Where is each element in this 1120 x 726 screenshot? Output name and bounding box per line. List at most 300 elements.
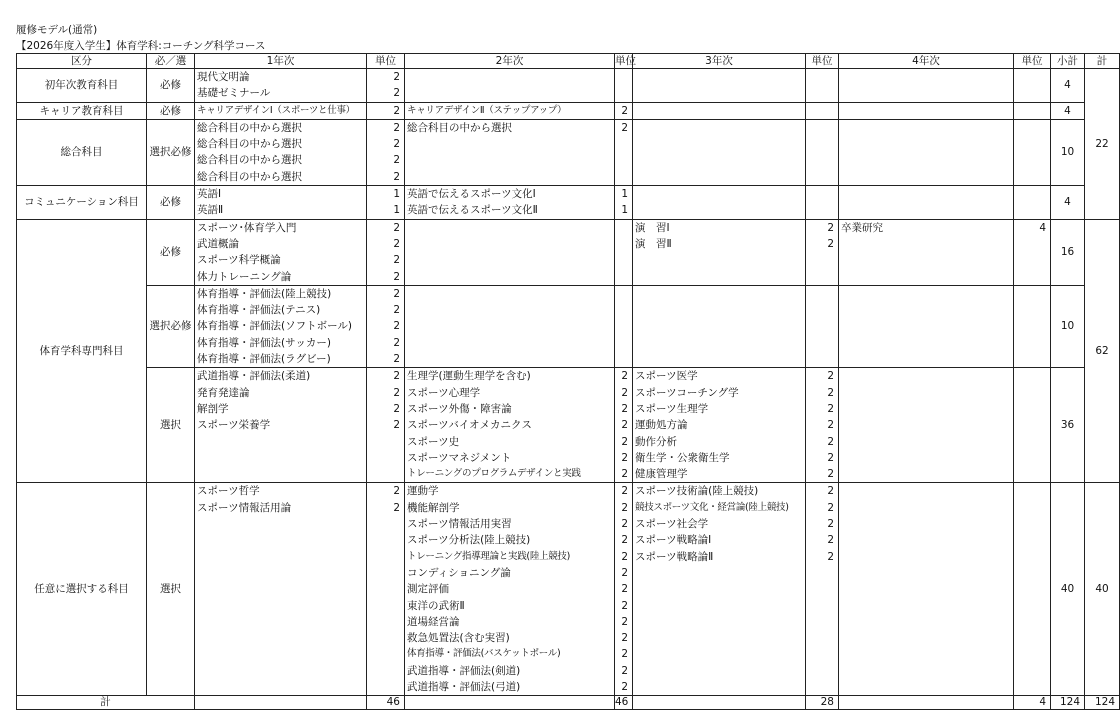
year2-units: [615, 186, 633, 220]
year1-courses: [195, 285, 367, 367]
course-name: トレーニング指導理論と実践(陸上競技): [407, 550, 571, 562]
year3-courses: [633, 69, 806, 103]
unit-value: 1: [393, 188, 400, 201]
unit-value: 2: [827, 386, 834, 399]
empty-line: [197, 646, 366, 662]
unit-value: 2: [827, 534, 834, 547]
course-name: 衛生学・公衆衛生学: [635, 451, 730, 464]
course-name: 体育指導・評価法(ラグビー): [197, 353, 331, 366]
year4-units: [1014, 69, 1051, 103]
empty-line: [1014, 646, 1046, 662]
empty-line: [841, 202, 1013, 218]
empty-line: [635, 120, 805, 136]
year2-units: [615, 368, 633, 483]
year4-courses: [839, 186, 1014, 220]
empty-line: [1014, 663, 1046, 679]
empty-line: [1014, 252, 1046, 268]
year2-units: [615, 69, 633, 103]
empty-line: [1014, 565, 1046, 581]
course-name: スポーツバイオメカニクス: [407, 419, 532, 432]
year3-courses: [633, 119, 806, 185]
year4-units: [1014, 285, 1051, 367]
empty-line: [635, 679, 805, 695]
curriculum-table: [16, 53, 1120, 710]
course-name: 運動学: [407, 485, 439, 498]
year1-courses: [195, 186, 367, 220]
course-name: 武道指導・評価法(柔道): [197, 370, 311, 383]
empty-line: [1014, 136, 1046, 152]
header-units1: 単位: [367, 54, 405, 69]
year3-units: [806, 368, 839, 483]
course-name: スポーツ情報活用論: [197, 501, 292, 514]
year4-units: [1014, 483, 1051, 696]
unit-value: 2: [827, 518, 834, 531]
empty-line: [635, 152, 805, 168]
empty-line: [407, 136, 614, 152]
subtotal-cell: 4: [1051, 69, 1085, 103]
year1-courses: [195, 483, 367, 696]
course-name: 体育指導・評価法(陸上競技): [197, 287, 332, 300]
empty-line: [841, 598, 1013, 614]
course-name: スポーツ技術論(陸上競技): [635, 485, 759, 498]
course-name: 救急処置法(含む実習): [407, 632, 510, 645]
group-row-specialty-elective: [17, 368, 1120, 483]
totals-year4-blank: [839, 696, 1014, 710]
empty-line: [1014, 318, 1046, 334]
year3-courses: [633, 285, 806, 367]
unit-value: 2: [621, 632, 628, 645]
empty-line: [806, 302, 834, 318]
unit-value: 2: [393, 121, 400, 134]
empty-line: [635, 646, 805, 662]
group-row-communication: [17, 186, 1120, 220]
empty-line: [367, 646, 400, 662]
empty-line: [806, 318, 834, 334]
year3-units: [806, 69, 839, 103]
year4-courses: [839, 483, 1014, 696]
empty-line: [615, 236, 628, 252]
requirement-cell: 選択必修: [147, 119, 195, 185]
unit-value: 2: [393, 270, 400, 283]
year1-units: [367, 186, 405, 220]
empty-line: [635, 318, 805, 334]
course-name: スポーツ医学: [635, 370, 698, 383]
year1-courses: [195, 219, 367, 285]
empty-line: [635, 630, 805, 646]
year2-units: [615, 102, 633, 119]
empty-line: [615, 269, 628, 285]
course-name: スポーツ科学概論: [197, 254, 281, 267]
empty-line: [841, 85, 1013, 101]
unit-value: 2: [621, 583, 628, 596]
empty-line: [407, 286, 614, 302]
empty-line: [841, 69, 1013, 85]
totals-grand: 124: [1085, 696, 1120, 710]
empty-line: [841, 679, 1013, 695]
empty-line: [841, 136, 1013, 152]
empty-line: [806, 630, 834, 646]
empty-line: [806, 351, 834, 367]
empty-line: [197, 581, 366, 597]
empty-line: [841, 581, 1013, 597]
unit-value: 4: [1039, 221, 1046, 234]
empty-line: [841, 236, 1013, 252]
year2-units: [615, 285, 633, 367]
unit-value: 2: [393, 104, 400, 117]
empty-line: [1014, 169, 1046, 185]
course-name: 健康管理学: [635, 468, 688, 481]
unit-value: 2: [621, 615, 628, 628]
empty-line: [841, 269, 1013, 285]
unit-value: 2: [621, 550, 628, 563]
year4-units: [1014, 186, 1051, 220]
totals-year3: 28: [806, 696, 839, 710]
empty-line: [635, 598, 805, 614]
course-name: 体育指導・評価法(サッカー): [197, 336, 331, 349]
empty-line: [615, 169, 628, 185]
totals-label: 計: [17, 696, 195, 710]
empty-line: [1014, 286, 1046, 302]
header-year1: 1年次: [195, 54, 367, 69]
empty-line: [841, 450, 1013, 466]
header-row: [17, 54, 1120, 69]
unit-value: 2: [621, 386, 628, 399]
group-row-specialty-elective-required: [17, 285, 1120, 367]
empty-line: [615, 220, 628, 236]
requirement-cell: 選択: [147, 483, 195, 696]
unit-value: 2: [393, 419, 400, 432]
empty-line: [806, 598, 834, 614]
year1-courses: [195, 368, 367, 483]
empty-line: [635, 169, 805, 185]
course-name: 動作分析: [635, 435, 677, 448]
unit-value: 2: [621, 121, 628, 134]
unit-value: 2: [827, 419, 834, 432]
course-name: 英語で伝えるスポーツ文化Ⅰ: [407, 188, 536, 201]
unit-value: 2: [393, 221, 400, 234]
unit-value: 2: [621, 104, 628, 117]
empty-line: [367, 679, 400, 695]
course-name: スポーツ心理学: [407, 386, 481, 399]
course-name: トレーニングのプログラムデザインと実践: [407, 468, 581, 480]
empty-line: [367, 630, 400, 646]
unit-value: 2: [621, 648, 628, 661]
empty-line: [635, 85, 805, 101]
course-name: 英語で伝えるスポーツ文化Ⅱ: [407, 204, 538, 217]
course-name: 総合科目の中から選択: [197, 138, 302, 151]
unit-value: 2: [621, 566, 628, 579]
header-units2: 単位: [615, 55, 636, 67]
year1-units: [367, 368, 405, 483]
empty-line: [615, 136, 628, 152]
unit-value: 2: [393, 402, 400, 415]
subtotal-cell: 4: [1051, 186, 1085, 220]
course-name: 総合科目の中から選択: [197, 154, 302, 167]
empty-line: [1014, 417, 1046, 433]
empty-line: [1014, 532, 1046, 548]
unit-value: 2: [621, 402, 628, 415]
empty-line: [197, 549, 366, 565]
empty-line: [806, 85, 834, 101]
requirement-cell: 選択必修: [147, 285, 195, 367]
header-total: 計: [1085, 54, 1120, 69]
empty-line: [197, 663, 366, 679]
unit-value: 2: [621, 370, 628, 383]
course-name: コンディショニング論: [407, 566, 511, 579]
header-units3: 単位: [806, 54, 839, 69]
empty-line: [1014, 630, 1046, 646]
course-name: スポーツ･体育学入門: [197, 221, 297, 234]
course-name: スポーツ情報活用実習: [407, 518, 512, 531]
empty-line: [615, 335, 628, 351]
year2-courses: [405, 285, 615, 367]
empty-line: [1014, 302, 1046, 318]
empty-line: [407, 318, 614, 334]
header-units4: 単位: [1014, 54, 1051, 69]
unit-value: 2: [393, 320, 400, 333]
empty-line: [197, 450, 366, 466]
requirement-cell: 必修: [147, 102, 195, 119]
header-category: 区分: [17, 54, 147, 69]
empty-line: [806, 152, 834, 168]
empty-line: [1014, 385, 1046, 401]
year3-courses: [633, 483, 806, 696]
empty-line: [197, 565, 366, 581]
empty-line: [1014, 368, 1046, 384]
unit-value: 2: [827, 501, 834, 514]
course-name: スポーツ外傷・障害論: [407, 402, 512, 415]
year4-courses: [839, 102, 1014, 119]
unit-value: 2: [393, 87, 400, 100]
empty-line: [197, 434, 366, 450]
empty-line: [407, 302, 614, 318]
year2-courses: [405, 69, 615, 103]
empty-line: [841, 186, 1013, 202]
course-name: スポーツ哲学: [197, 485, 260, 498]
empty-line: [367, 549, 400, 565]
course-name: スポーツマネジメント: [407, 451, 512, 464]
year2-courses: [405, 219, 615, 285]
empty-line: [806, 202, 834, 218]
empty-line: [806, 269, 834, 285]
year3-units: [806, 219, 839, 285]
empty-line: [1014, 186, 1046, 202]
empty-line: [841, 466, 1013, 482]
header-subtotal: 小計: [1051, 54, 1085, 69]
year4-units: [1014, 219, 1051, 285]
totals-year2: 46: [615, 696, 633, 710]
year4-units: [1014, 368, 1051, 483]
course-name: スポーツ栄養学: [197, 419, 271, 432]
course-name: 体育指導・評価法(テニス): [197, 304, 321, 317]
year1-units: [367, 102, 405, 119]
year3-units: [806, 483, 839, 696]
requirement-cell: 必修: [147, 186, 195, 220]
empty-line: [635, 103, 805, 119]
empty-line: [1014, 549, 1046, 565]
empty-line: [841, 169, 1013, 185]
course-name: 武道指導・評価法(弓道): [407, 680, 521, 693]
empty-line: [615, 69, 628, 85]
unit-value: 2: [621, 518, 628, 531]
empty-line: [841, 335, 1013, 351]
unit-value: 2: [393, 501, 400, 514]
course-name: 総合科目の中から選択: [407, 121, 512, 134]
subtotal-cell: 10: [1051, 285, 1085, 367]
empty-line: [1014, 466, 1046, 482]
empty-line: [367, 598, 400, 614]
year4-units: [1014, 119, 1051, 185]
empty-line: [1014, 152, 1046, 168]
header-year3: 3年次: [633, 54, 806, 69]
empty-line: [1014, 236, 1046, 252]
unit-value: 2: [621, 419, 628, 432]
empty-line: [407, 220, 614, 236]
unit-value: 2: [621, 468, 628, 481]
course-name: 生理学(運動生理学を含む): [407, 370, 531, 383]
subtotal-cell: 10: [1051, 119, 1085, 185]
subtotal-cell: 16: [1051, 219, 1085, 285]
unit-value: 1: [621, 204, 628, 217]
empty-line: [615, 318, 628, 334]
requirement-cell: 必修: [147, 219, 195, 285]
empty-line: [1014, 483, 1046, 499]
empty-line: [841, 286, 1013, 302]
totals-year4: 4: [1014, 696, 1051, 710]
empty-line: [806, 679, 834, 695]
total-elective-cell: 40: [1085, 483, 1120, 696]
empty-line: [841, 252, 1013, 268]
course-name: 体育指導・評価法(バスケットボール): [407, 648, 561, 660]
empty-line: [1014, 614, 1046, 630]
year3-courses: [633, 219, 806, 285]
empty-line: [841, 368, 1013, 384]
empty-line: [806, 103, 834, 119]
empty-line: [1014, 269, 1046, 285]
group-row-first-year-education: [17, 69, 1120, 103]
course-name: 東洋の武術Ⅱ: [407, 599, 465, 612]
empty-line: [367, 466, 400, 482]
year3-units: [806, 119, 839, 185]
empty-line: [615, 152, 628, 168]
empty-line: [367, 434, 400, 450]
empty-line: [197, 630, 366, 646]
unit-value: 2: [393, 71, 400, 83]
unit-value: 2: [621, 680, 628, 693]
empty-line: [841, 483, 1013, 499]
empty-line: [1014, 598, 1046, 614]
course-name: スポーツ社会学: [635, 518, 709, 531]
year1-units: [367, 69, 405, 103]
totals-year3-blank: [633, 696, 806, 710]
course-name: スポーツコーチング学: [635, 386, 739, 399]
year2-units: [615, 483, 633, 696]
empty-line: [841, 500, 1013, 516]
empty-line: [806, 286, 834, 302]
group-row-general-subjects: [17, 119, 1120, 185]
category-cell: 初年次教育科目: [17, 69, 147, 103]
empty-line: [841, 646, 1013, 662]
course-name: 測定評価: [407, 583, 449, 596]
year1-units: [367, 285, 405, 367]
empty-line: [197, 532, 366, 548]
year4-courses: [839, 119, 1014, 185]
course-name: スポーツ分析法(陸上競技): [407, 534, 531, 547]
empty-line: [407, 252, 614, 268]
year2-units: [615, 219, 633, 285]
empty-line: [615, 302, 628, 318]
unit-value: 2: [621, 501, 628, 514]
unit-value: 2: [393, 138, 400, 151]
course-name: 競技スポーツ文化・経営論(陸上競技): [635, 501, 789, 513]
empty-line: [407, 236, 614, 252]
empty-line: [197, 516, 366, 532]
year3-courses: [633, 102, 806, 119]
empty-line: [841, 385, 1013, 401]
unit-value: 2: [621, 451, 628, 464]
year1-courses: [195, 119, 367, 185]
unit-value: 2: [393, 336, 400, 349]
course-name: スポーツ戦略論Ⅰ: [635, 534, 712, 547]
course-name: 総合科目の中から選択: [197, 170, 302, 183]
empty-line: [841, 532, 1013, 548]
category-cell: 総合科目: [17, 119, 147, 185]
total-specialty-cell: 62: [1085, 219, 1120, 483]
course-name: 武道概論: [197, 237, 239, 250]
empty-line: [635, 252, 805, 268]
empty-line: [635, 286, 805, 302]
empty-line: [806, 186, 834, 202]
empty-line: [1014, 401, 1046, 417]
unit-value: 2: [393, 485, 400, 498]
header-requirement: 必／選: [147, 54, 195, 69]
unit-value: 2: [827, 550, 834, 563]
year2-units: [615, 119, 633, 185]
unit-value: 1: [393, 204, 400, 217]
course-name: 体力トレーニング論: [197, 270, 292, 283]
category-cell: キャリア教育科目: [17, 102, 147, 119]
course-name: スポーツ生理学: [635, 402, 709, 415]
empty-line: [407, 351, 614, 367]
empty-line: [1014, 120, 1046, 136]
course-name: 現代文明論: [197, 71, 250, 83]
unit-value: 2: [827, 485, 834, 498]
year3-units: [806, 102, 839, 119]
requirement-cell: 選択: [147, 368, 195, 483]
unit-value: 2: [621, 599, 628, 612]
empty-line: [806, 335, 834, 351]
course-name: 総合科目の中から選択: [197, 121, 302, 134]
empty-line: [841, 302, 1013, 318]
empty-line: [367, 565, 400, 581]
empty-line: [1014, 103, 1046, 119]
unit-value: 2: [827, 237, 834, 250]
empty-line: [615, 286, 628, 302]
course-name: 卒業研究: [841, 221, 883, 234]
year2-courses: [405, 119, 615, 185]
group-row-free-elective: [17, 483, 1120, 696]
empty-line: [635, 186, 805, 202]
empty-line: [407, 335, 614, 351]
totals-subtotal: 124: [1051, 696, 1085, 710]
unit-value: 2: [393, 304, 400, 317]
requirement-cell: 必修: [147, 69, 195, 103]
empty-line: [1014, 434, 1046, 450]
empty-line: [841, 120, 1013, 136]
year2-courses: [405, 483, 615, 696]
unit-value: 2: [393, 287, 400, 300]
unit-value: 2: [621, 435, 628, 448]
